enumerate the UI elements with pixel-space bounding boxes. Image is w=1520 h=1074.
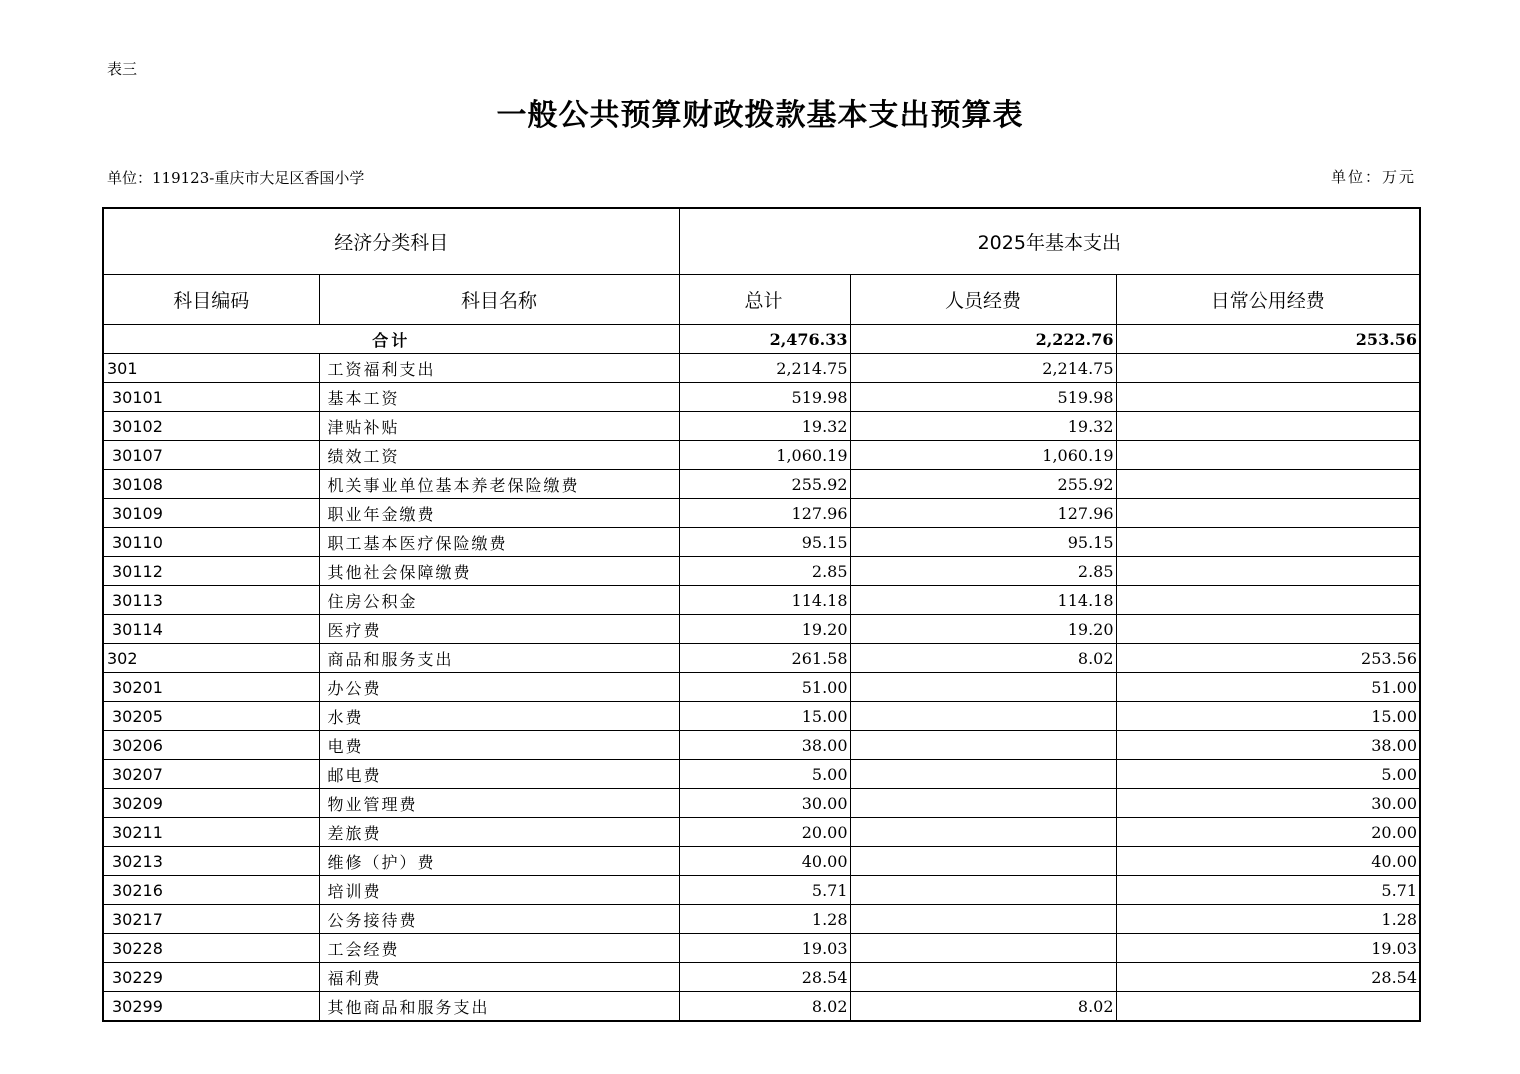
amount-personnel: 8.02 (850, 644, 1116, 673)
amount-total: 261.58 (679, 644, 850, 673)
amount-personnel (850, 702, 1116, 731)
account-code: 30102 (103, 412, 319, 441)
account-name: 邮电费 (319, 760, 679, 789)
amount-total: 28.54 (679, 963, 850, 992)
table-row (103, 731, 1420, 760)
amount-personnel: 519.98 (850, 383, 1116, 412)
amount-total: 40.00 (679, 847, 850, 876)
table-row (103, 354, 1420, 383)
account-name: 住房公积金 (319, 586, 679, 615)
table-row (103, 760, 1420, 789)
account-code: 30109 (103, 499, 319, 528)
account-code: 30108 (103, 470, 319, 499)
amount-daily: 5.00 (1116, 760, 1420, 789)
account-code: 30229 (103, 963, 319, 992)
page-title: 一般公共预算财政拨款基本支出预算表 (496, 98, 1024, 133)
table-row (103, 383, 1420, 412)
amount-personnel (850, 731, 1116, 760)
account-name: 电费 (319, 731, 679, 760)
table-row (103, 992, 1420, 1022)
account-code: 30213 (103, 847, 319, 876)
col-header-code: 科目编码 (103, 275, 319, 325)
account-code: 30228 (103, 934, 319, 963)
table-row (103, 528, 1420, 557)
table-row (103, 818, 1420, 847)
amount-personnel: 2.85 (850, 557, 1116, 586)
account-name: 工资福利支出 (319, 354, 679, 383)
account-name: 职业年金缴费 (319, 499, 679, 528)
table-row (103, 615, 1420, 644)
amount-personnel: 114.18 (850, 586, 1116, 615)
amount-total: 15.00 (679, 702, 850, 731)
account-name: 物业管理费 (319, 789, 679, 818)
table-row (103, 963, 1420, 992)
amount-daily: 1.28 (1116, 905, 1420, 934)
amount-daily (1116, 586, 1420, 615)
col-group-basic-expenditure: 2025年基本支出 (679, 208, 1420, 275)
account-code: 30107 (103, 441, 319, 470)
amount-personnel: 2,214.75 (850, 354, 1116, 383)
amount-personnel (850, 818, 1116, 847)
amount-personnel: 255.92 (850, 470, 1116, 499)
amount-daily (1116, 383, 1420, 412)
header-row-columns (103, 275, 1420, 325)
account-name: 其他商品和服务支出 (319, 992, 679, 1022)
account-name: 福利费 (319, 963, 679, 992)
account-code: 30209 (103, 789, 319, 818)
header-row-group (103, 208, 1420, 275)
account-name: 维修（护）费 (319, 847, 679, 876)
amount-total: 2.85 (679, 557, 850, 586)
account-name: 基本工资 (319, 383, 679, 412)
amount-personnel (850, 905, 1116, 934)
amount-total: 19.32 (679, 412, 850, 441)
table-row (103, 644, 1420, 673)
amount-daily: 40.00 (1116, 847, 1420, 876)
amount-total: 5.00 (679, 760, 850, 789)
account-name: 职工基本医疗保险缴费 (319, 528, 679, 557)
account-code: 30112 (103, 557, 319, 586)
amount-personnel (850, 847, 1116, 876)
col-header-name: 科目名称 (319, 275, 679, 325)
col-header-daily: 日常公用经费 (1116, 275, 1420, 325)
account-code: 30216 (103, 876, 319, 905)
table-row (103, 441, 1420, 470)
account-name: 医疗费 (319, 615, 679, 644)
amount-total: 519.98 (679, 383, 850, 412)
amount-daily: 38.00 (1116, 731, 1420, 760)
amount-total: 38.00 (679, 731, 850, 760)
account-code: 30205 (103, 702, 319, 731)
budget-table (102, 207, 1421, 1022)
total-daily: 253.56 (1116, 325, 1420, 354)
account-name: 工会经费 (319, 934, 679, 963)
account-code: 30217 (103, 905, 319, 934)
account-code: 30206 (103, 731, 319, 760)
amount-daily: 51.00 (1116, 673, 1420, 702)
account-name: 津贴补贴 (319, 412, 679, 441)
amount-daily (1116, 441, 1420, 470)
account-code: 30211 (103, 818, 319, 847)
amount-total: 8.02 (679, 992, 850, 1022)
table-row (103, 789, 1420, 818)
amount-daily: 253.56 (1116, 644, 1420, 673)
account-name: 差旅费 (319, 818, 679, 847)
table-row (103, 586, 1420, 615)
amount-personnel (850, 789, 1116, 818)
amount-daily (1116, 557, 1420, 586)
account-code: 30299 (103, 992, 319, 1022)
table-row (103, 557, 1420, 586)
table-row (103, 673, 1420, 702)
amount-personnel: 127.96 (850, 499, 1116, 528)
table-row (103, 702, 1420, 731)
amount-personnel: 19.20 (850, 615, 1116, 644)
amount-total: 114.18 (679, 586, 850, 615)
total-personnel: 2,222.76 (850, 325, 1116, 354)
amount-daily (1116, 528, 1420, 557)
amount-total: 1,060.19 (679, 441, 850, 470)
amount-total: 1.28 (679, 905, 850, 934)
table-number-label: 表三 (107, 60, 138, 78)
amount-daily: 15.00 (1116, 702, 1420, 731)
account-name: 其他社会保障缴费 (319, 557, 679, 586)
account-code: 30101 (103, 383, 319, 412)
table-row (103, 905, 1420, 934)
amount-daily (1116, 354, 1420, 383)
amount-daily (1116, 615, 1420, 644)
account-name: 培训费 (319, 876, 679, 905)
amount-total: 20.00 (679, 818, 850, 847)
table-row (103, 499, 1420, 528)
account-code: 30114 (103, 615, 319, 644)
amount-total: 255.92 (679, 470, 850, 499)
total-sum: 2,476.33 (679, 325, 850, 354)
amount-daily (1116, 470, 1420, 499)
amount-total: 95.15 (679, 528, 850, 557)
amount-personnel: 8.02 (850, 992, 1116, 1022)
account-name: 办公费 (319, 673, 679, 702)
amount-daily: 5.71 (1116, 876, 1420, 905)
amount-total: 2,214.75 (679, 354, 850, 383)
amount-personnel (850, 934, 1116, 963)
amount-personnel (850, 760, 1116, 789)
account-name: 水费 (319, 702, 679, 731)
total-row (103, 325, 1420, 354)
amount-total: 30.00 (679, 789, 850, 818)
amount-personnel: 19.32 (850, 412, 1116, 441)
amount-daily (1116, 992, 1420, 1022)
amount-daily: 28.54 (1116, 963, 1420, 992)
amount-total: 5.71 (679, 876, 850, 905)
amount-total: 19.20 (679, 615, 850, 644)
table-row (103, 934, 1420, 963)
account-code: 30201 (103, 673, 319, 702)
col-header-total: 总计 (679, 275, 850, 325)
amount-total: 19.03 (679, 934, 850, 963)
amount-personnel: 1,060.19 (850, 441, 1116, 470)
amount-personnel (850, 673, 1116, 702)
amount-daily: 19.03 (1116, 934, 1420, 963)
unit-currency: 单位：万元 (1330, 168, 1416, 186)
unit-organization: 单位：119123-重庆市大足区香国小学 (107, 169, 365, 187)
col-header-personnel: 人员经费 (850, 275, 1116, 325)
amount-personnel: 95.15 (850, 528, 1116, 557)
amount-daily (1116, 412, 1420, 441)
col-group-economic-classification: 经济分类科目 (103, 208, 679, 275)
account-code: 30207 (103, 760, 319, 789)
account-code: 30113 (103, 586, 319, 615)
table-row (103, 847, 1420, 876)
table-row (103, 470, 1420, 499)
amount-daily (1116, 499, 1420, 528)
amount-personnel (850, 876, 1116, 905)
account-code: 301 (103, 354, 319, 383)
account-name: 公务接待费 (319, 905, 679, 934)
amount-daily: 20.00 (1116, 818, 1420, 847)
table-row (103, 412, 1420, 441)
table-row (103, 876, 1420, 905)
account-name: 商品和服务支出 (319, 644, 679, 673)
amount-total: 51.00 (679, 673, 850, 702)
amount-personnel (850, 963, 1116, 992)
total-label: 合计 (103, 325, 679, 354)
amount-daily: 30.00 (1116, 789, 1420, 818)
account-code: 302 (103, 644, 319, 673)
account-name: 机关事业单位基本养老保险缴费 (319, 470, 679, 499)
account-name: 绩效工资 (319, 441, 679, 470)
amount-total: 127.96 (679, 499, 850, 528)
account-code: 30110 (103, 528, 319, 557)
